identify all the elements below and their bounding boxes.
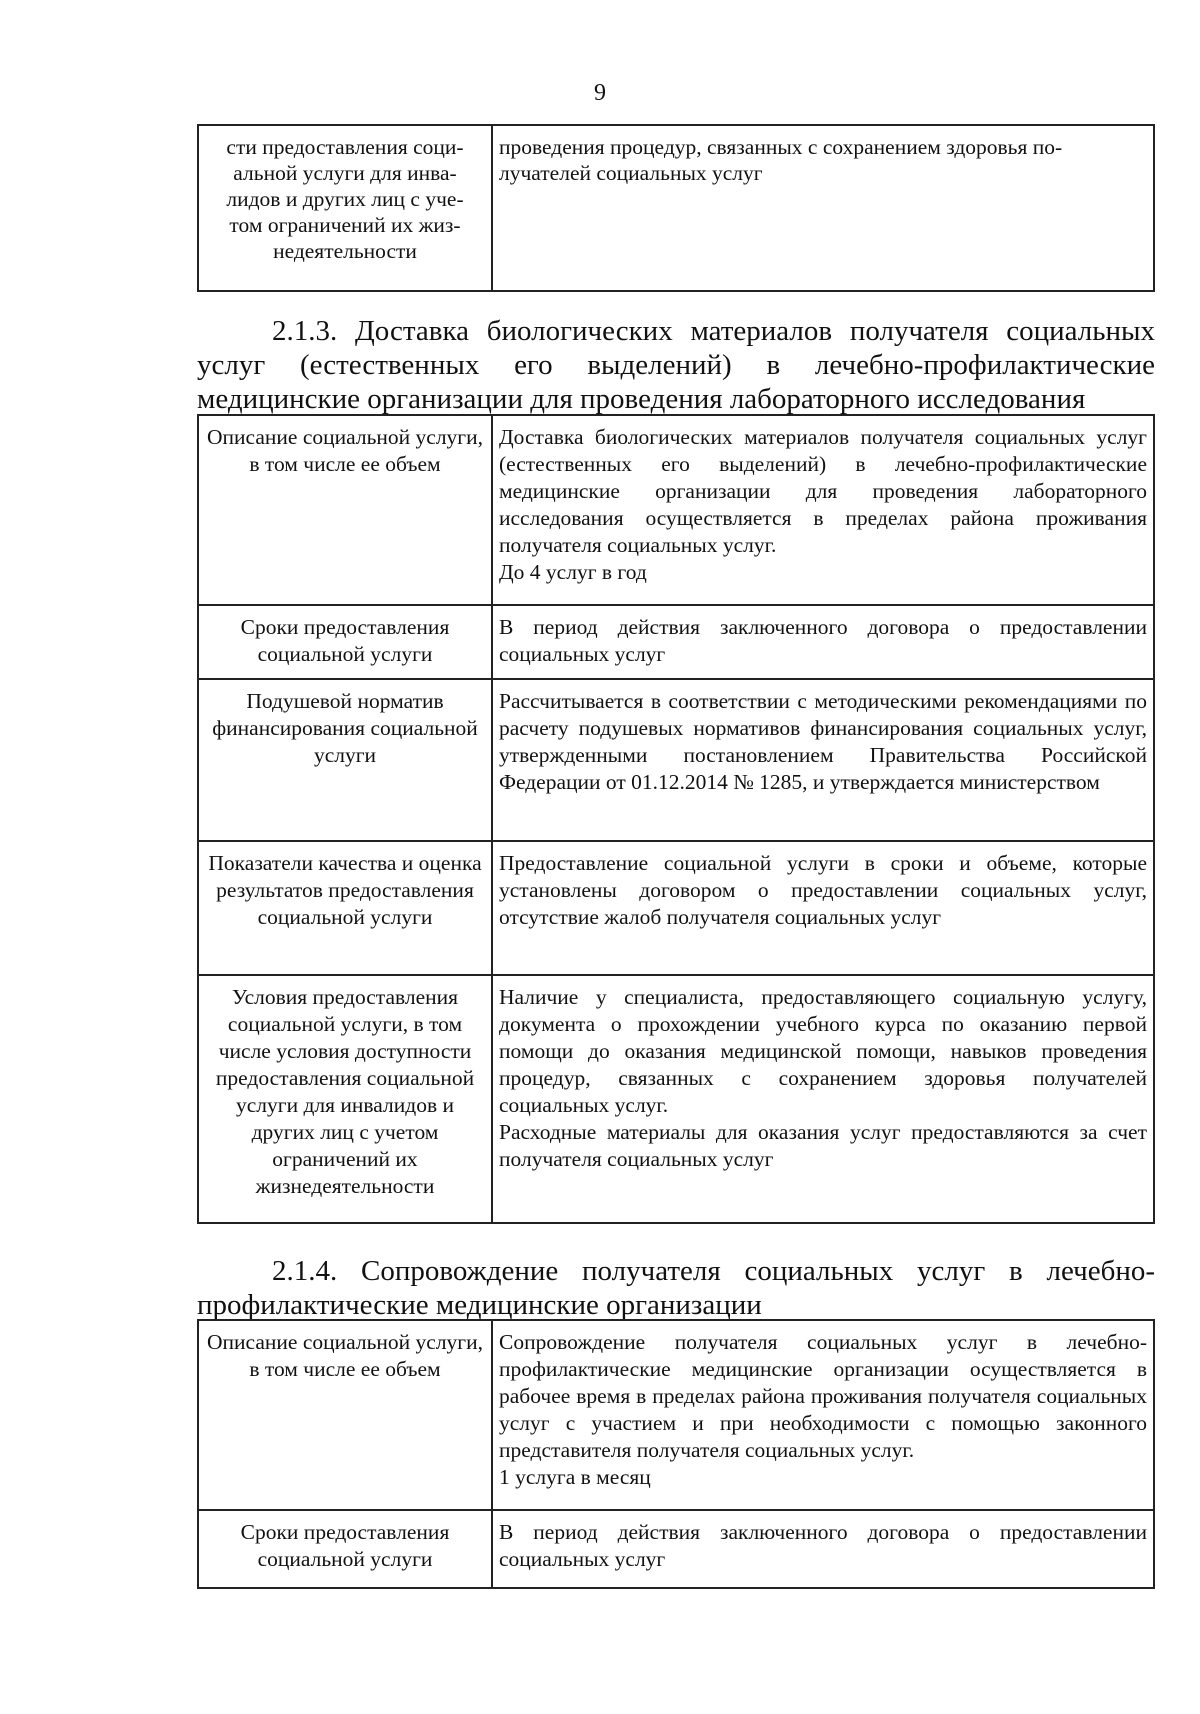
heading-text: 2.1.4. Сопровождение получателя социальных услуг в лечебно-профилактические медицинские организации	[197, 1255, 1155, 1321]
row-value	[492, 975, 1154, 1223]
table-row	[198, 125, 1154, 291]
row-label: Показатели качества и оценка результатов предоставления социальной услуги	[198, 841, 492, 975]
continuation-table	[197, 124, 1155, 292]
row-value-volume: До 4 услуг в год	[499, 560, 647, 584]
table-row	[198, 841, 1154, 975]
table-row	[198, 415, 1154, 605]
row-label: сти предоставления соци- альной услуги для инва- лидов и других лиц с уче- том ограничений их жиз- недеятельности	[198, 125, 492, 291]
row-value	[492, 415, 1154, 605]
row-label: Описание социальной услуги, в том числе ее объем	[198, 1320, 492, 1510]
row-value-text: Доставка биологических материалов получателя социальных услуг (естественных его выделений) в лечебно-профилактические медицинские организации для проведения лабораторного исследования осуществляется в пределах района проживания получателя социальных услуг.	[499, 425, 1147, 557]
table-row	[198, 679, 1154, 841]
page-number: 9	[594, 80, 606, 106]
row-label: Описание социальной услуги, в том числе ее объем	[198, 415, 492, 605]
row-value-text: Наличие у специалиста, предоставляющего социальную услугу, документа о прохождении учебного курса по оказанию первой помощи до оказания медицинской помощи, навыков проведения процедур, связанных с сохранением здоровья получателей социальных услуг.	[499, 985, 1147, 1117]
row-label: Сроки предоставления социальной услуги	[198, 1510, 492, 1588]
row-value-volume: 1 услуга в месяц	[499, 1465, 651, 1489]
row-value: В период действия заключенного договора о предоставлении социальных услуг	[492, 1510, 1154, 1588]
section-heading-2-1-4	[197, 1254, 1155, 1322]
service-table-2-1-3	[197, 414, 1155, 1224]
table-row	[198, 1510, 1154, 1588]
row-value: В период действия заключенного договора о предоставлении социальных услуг	[492, 605, 1154, 679]
row-value: проведения процедур, связанных с сохранением здоровья по- лучателей социальных услуг	[492, 125, 1154, 291]
row-value-note: Расходные материалы для оказания услуг предоставляются за счет получателя социальных услуг	[499, 1120, 1147, 1171]
table-row	[198, 975, 1154, 1223]
row-value: Предоставление социальной услуги в сроки и объеме, которые установлены договором о предоставлении социальных услуг, отсутствие жалоб получателя социальных услуг	[492, 841, 1154, 975]
row-value: Рассчитывается в соответствии с методическими рекомендациями по расчету подушевых нормативов финансирования социальных услуг, утвержденными постановлением Правительства Российской Федерации от 01.12.2014 № 1285, и утверждается министерством	[492, 679, 1154, 841]
row-label: Сроки предоставления социальной услуги	[198, 605, 492, 679]
row-value	[492, 1320, 1154, 1510]
service-table-2-1-4	[197, 1319, 1155, 1589]
row-label: Подушевой норматив финансирования социальной услуги	[198, 679, 492, 841]
section-heading-2-1-3	[197, 314, 1155, 416]
row-label: Условия предоставления социальной услуги, в том числе условия доступности предоставления социальной услуги для инвалидов и других лиц с учетом ограничений их жизнедеятельности	[198, 975, 492, 1223]
table-row	[198, 605, 1154, 679]
table-row	[198, 1320, 1154, 1510]
row-value-text: Сопровождение получателя социальных услуг в лечебно-профилактические медицинские организации осуществляется в рабочее время в пределах района проживания получателя социальных услуг с участием и при необходимости с помощью законного представителя получателя социальных услуг.	[499, 1330, 1147, 1462]
heading-text: 2.1.3. Доставка биологических материалов получателя социальных услуг (естественных его выделений) в лечебно-профилактические медицинские организации для проведения лабораторного исследования	[197, 315, 1155, 415]
